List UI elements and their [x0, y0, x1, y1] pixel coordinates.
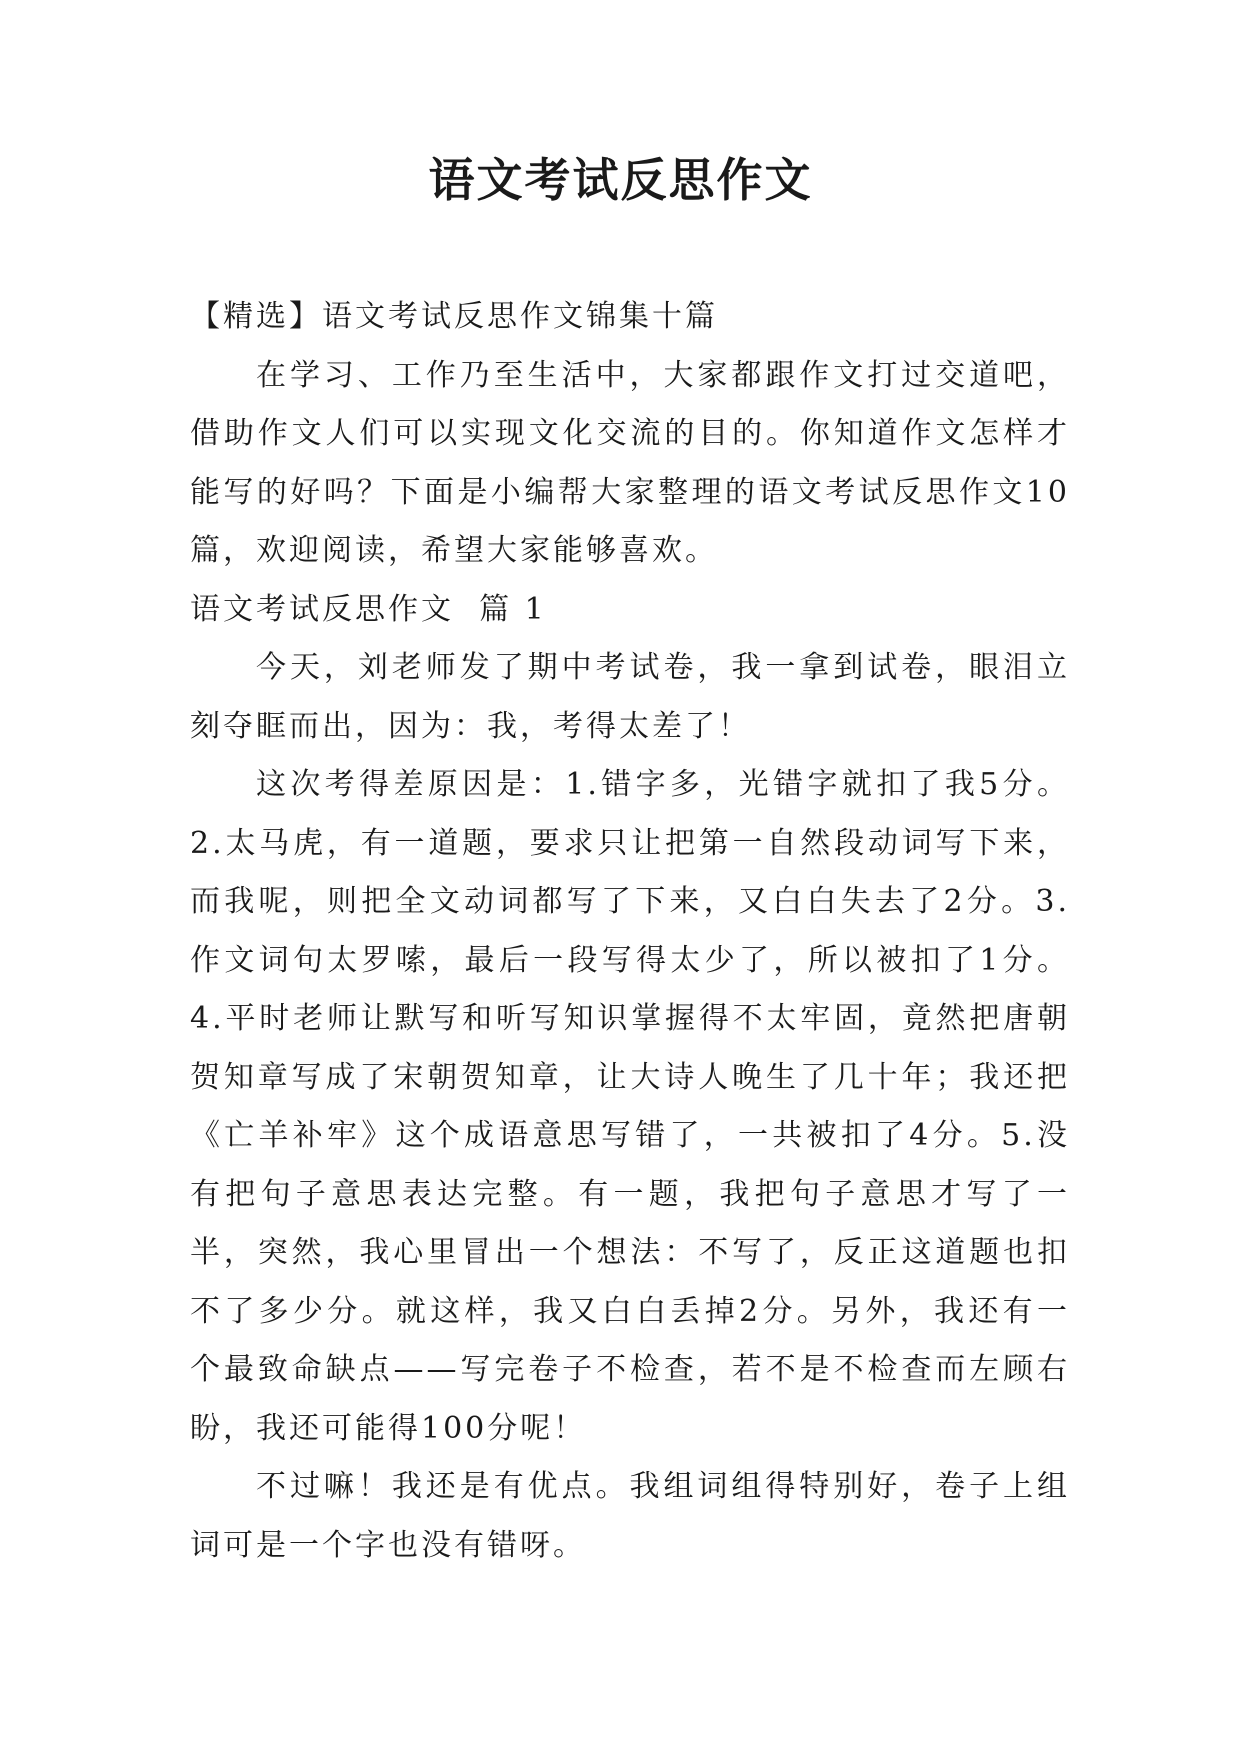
document-title: 语文考试反思作文	[428, 153, 813, 207]
intro-paragraph: 在学习、工作乃至生活中，大家都跟作文打过交道吧，借助作文人们可以实现文化交流的目的。你知道作文怎样才能写的好吗？下面是小编帮大家整理的语文考试反思作文10篇，欢迎阅读，希望大家能够喜欢。	[190, 357, 1070, 568]
body-paragraph-2: 这次考得差原因是：1.错字多，光错字就扣了我5分。2.太马虎，有一道题，要求只让把第一自然段动词写下来，而我呢，则把全文动词都写了下来，又白白失去了2分。3.作文词句太罗嗦，最后一段写得太少了，所以被扣了1分。4.平时老师让默写和听写知识掌握得不太牢固，竟然把唐朝贺知章写成了宋朝贺知章，让大诗人晚生了几十年；我还把《亡羊补牢》这个成语意思写错了，一共被扣了4分。5.没有把句子意思表达完整。有一题，我把句子意思才写了一半，突然，我心里冒出一个想法：不写了，反正这道题也扣不了多少分。就这样，我又白白丢掉2分。另外，我还有一个最致命缺点——写完卷子不检查，若不是不检查而左顾右盼，我还可能得100分呢！	[190, 767, 1070, 1446]
body-paragraph-3: 不过嘛！我还是有优点。我组词组得特别好，卷子上组词可是一个字也没有错呀。	[190, 1469, 1070, 1563]
document-subtitle: 【精选】语文考试反思作文锦集十篇	[190, 299, 718, 334]
body-paragraph-1: 今天，刘老师发了期中考试卷，我一拿到试卷，眼泪立刻夺眶而出，因为：我，考得太差了！	[190, 650, 1070, 744]
section-heading: 语文考试反思作文 篇 1	[190, 591, 547, 627]
document-body	[190, 288, 1070, 1575]
